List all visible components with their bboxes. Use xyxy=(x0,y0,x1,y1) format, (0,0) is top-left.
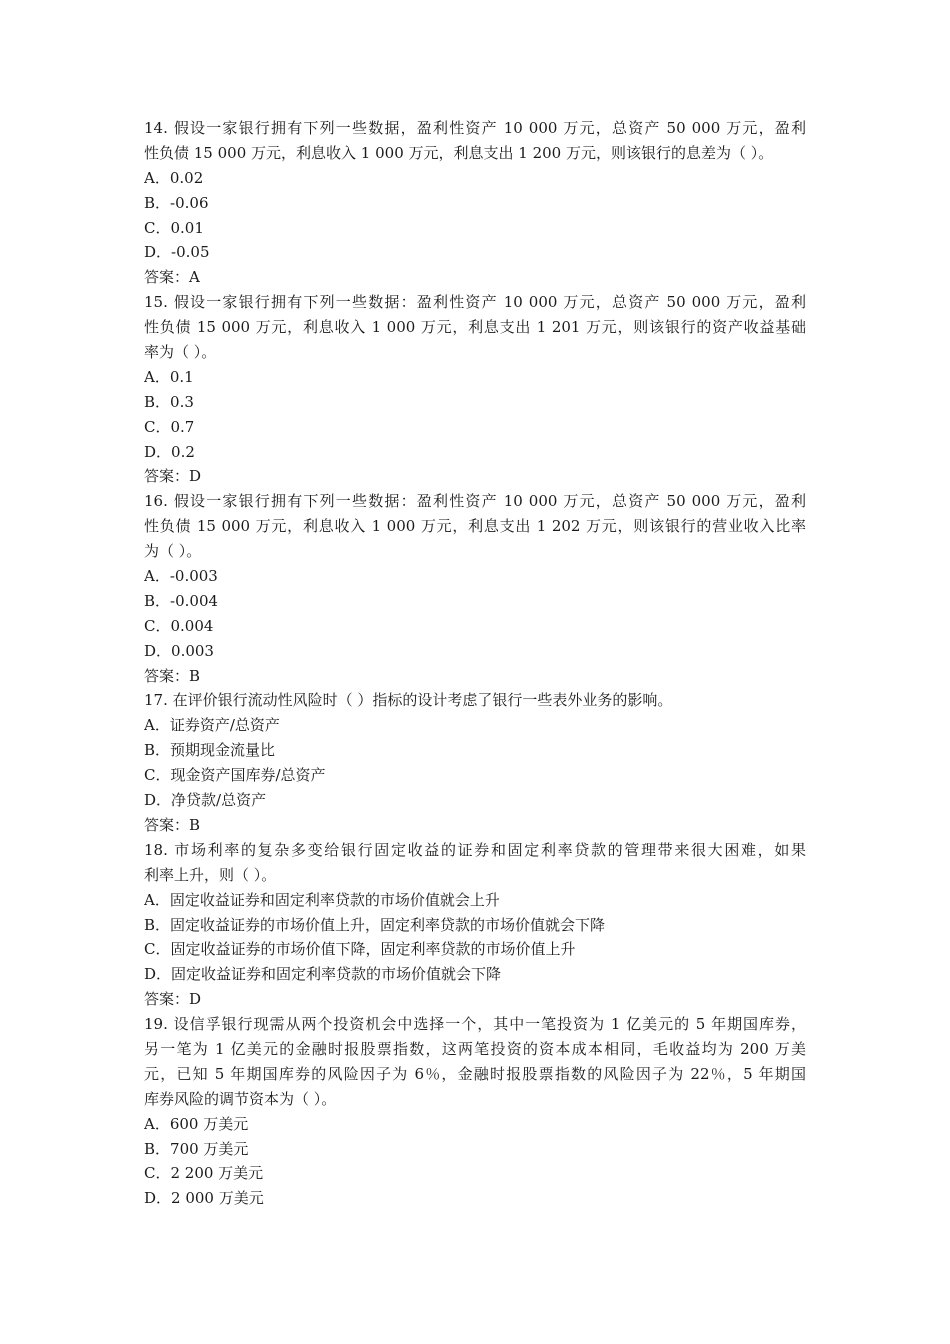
question-stem-line: 16. 假设一家银行拥有下列一些数据：盈利性资产 10 000 万元，总资产 50 000 万元，盈利 xyxy=(144,492,806,511)
option-item: D．净贷款/总资产 xyxy=(144,791,267,810)
question-stem-line: 15. 假设一家银行拥有下列一些数据：盈利性资产 10 000 万元，总资产 50 000 万元，盈利 xyxy=(144,293,806,312)
question-block xyxy=(144,838,806,1012)
question-block xyxy=(144,116,806,290)
option-item: A．固定收益证券和固定利率贷款的市场价值就会上升 xyxy=(144,890,500,909)
question-stem-line: 元，已知 5 年期国库券的风险因子为 6％，金融时报股票指数的风险因子为 22％，5 年期国 xyxy=(144,1064,806,1083)
answer-line: 答案：A xyxy=(144,268,200,287)
question-block xyxy=(144,489,806,688)
option-item: B．-0.06 xyxy=(144,193,209,212)
option-item: A．0.02 xyxy=(144,168,204,187)
option-item: C．现金资产国库券/总资产 xyxy=(144,766,326,785)
option-item: B．预期现金流量比 xyxy=(144,741,276,760)
option-item: C．0.7 xyxy=(144,417,195,436)
question-stem-line: 利率上升，则（ ）。 xyxy=(144,865,277,884)
question-block xyxy=(144,290,806,489)
question-stem-line: 性负债 15 000 万元，利息收入 1 000 万元，利息支出 1 202 万元，则该银行的营业收入比率 xyxy=(144,517,806,536)
answer-line: 答案：B xyxy=(144,815,201,834)
question-stem-line: 性负债 15 000 万元，利息收入 1 000 万元，利息支出 1 200 万元，则该银行的息差为（ ）。 xyxy=(144,143,774,162)
option-item: D．0.2 xyxy=(144,442,195,461)
option-item: A．600 万美元 xyxy=(144,1114,249,1133)
question-stem-line: 17. 在评价银行流动性风险时（ ）指标的设计考虑了银行一些表外业务的影响。 xyxy=(144,691,673,710)
question-stem-line: 18. 市场利率的复杂多变给银行固定收益的证券和固定利率贷款的管理带来很大困难，如果 xyxy=(144,840,806,859)
answer-line: 答案：B xyxy=(144,666,201,685)
option-item: D．-0.05 xyxy=(144,243,210,262)
question-stem-line: 库券风险的调节资本为（ ）。 xyxy=(144,1089,337,1108)
question-stem-line: 另一笔为 1 亿美元的金融时报股票指数，这两笔投资的资本成本相同，毛收益均为 200 万美 xyxy=(144,1039,806,1058)
option-item: C．2 200 万美元 xyxy=(144,1164,264,1183)
option-item: B．0.3 xyxy=(144,392,194,411)
option-item: B．-0.004 xyxy=(144,591,219,610)
question-stem-line: 率为（ ）。 xyxy=(144,343,217,362)
question-block xyxy=(144,1012,806,1211)
question-stem-line: 为（ ）。 xyxy=(144,542,202,561)
question-stem-line: 性负债 15 000 万元，利息收入 1 000 万元，利息支出 1 201 万元，则该银行的资产收益基础 xyxy=(144,318,806,337)
option-item: C．固定收益证券的市场价值下降，固定利率贷款的市场价值上升 xyxy=(144,940,576,959)
option-item: B．固定收益证券的市场价值上升，固定利率贷款的市场价值就会下降 xyxy=(144,915,606,934)
option-item: D．0.003 xyxy=(144,641,214,660)
option-item: A．-0.003 xyxy=(144,567,218,586)
option-item: B．700 万美元 xyxy=(144,1139,249,1158)
option-item: D．固定收益证券和固定利率贷款的市场价值就会下降 xyxy=(144,965,502,984)
option-item: A．0.1 xyxy=(144,367,194,386)
answer-line: 答案：D xyxy=(144,467,202,486)
question-stem-line: 19. 设信孚银行现需从两个投资机会中选择一个，其中一笔投资为 1 亿美元的 5 年期国库券， xyxy=(144,1015,806,1034)
question-block xyxy=(144,688,806,837)
option-item: A．证券资产/总资产 xyxy=(144,716,280,735)
question-stem-line: 14. 假设一家银行拥有下列一些数据，盈利性资产 10 000 万元，总资产 50 000 万元，盈利 xyxy=(144,119,806,137)
option-item: D．2 000 万美元 xyxy=(144,1189,264,1208)
option-item: C．0.004 xyxy=(144,616,214,635)
answer-line: 答案：D xyxy=(144,990,202,1009)
option-item: C．0.01 xyxy=(144,218,204,237)
